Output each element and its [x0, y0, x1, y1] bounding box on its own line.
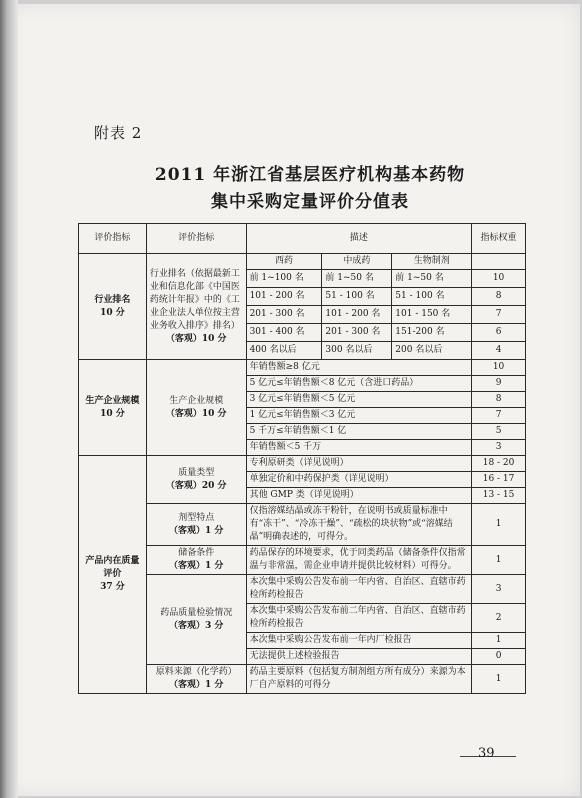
cell: 200 名以后 — [392, 342, 472, 360]
cell: 年销售额＜5 千万 — [246, 440, 472, 456]
source-sub-text: 原料来源（化学药） — [155, 667, 237, 677]
cell: 无法提供上述检验报告 — [246, 649, 472, 665]
quality-indicator — [79, 456, 147, 694]
weight-cell: 1 — [472, 504, 526, 546]
weight-cell: 13 - 15 — [472, 488, 526, 504]
scale-score: 10 分 — [100, 408, 125, 419]
weight-cell: 1 — [472, 546, 526, 575]
type-sub-indicator — [146, 456, 246, 504]
table-row — [79, 456, 526, 472]
inspection-sub-text: 药品质量检验情况 — [160, 607, 233, 618]
scale-name: 生产企业规模 — [85, 395, 140, 406]
cell: 药品保存的环境要求，优于同类药品（储备条件仅指常温与非常温，需企业申请并提供比较材料）可得分。 — [246, 546, 472, 575]
cell: 400 名以后 — [246, 342, 322, 360]
cell: 201 - 300 名 — [322, 324, 392, 342]
cell: 5 亿元≤年销售额＜8 亿元（含进口药品） — [246, 376, 472, 392]
cell: 药品主要原料（包括复方制剂组方所有成分）来源为本厂自产原料的可得分 — [246, 665, 472, 694]
weight-cell: 3 — [472, 575, 526, 604]
scale-sub-type: （客观）10 分 — [165, 408, 227, 419]
weight-cell: 16 - 17 — [472, 472, 526, 488]
quality-name: 产品内在质量评价 — [85, 556, 140, 579]
cell: 本次集中采购公告发布前一年内厂检报告 — [246, 633, 472, 649]
cell: 其他 GMP 类（详见说明） — [246, 488, 472, 504]
cell: 101 - 200 名 — [246, 288, 322, 306]
source-sub-type: （客观）1 分 — [168, 680, 224, 690]
cell: 300 名以后 — [322, 342, 392, 360]
industry-score: 10 分 — [100, 307, 125, 318]
title-line-1: 2011 年浙江省基层医疗机构基本药物 — [154, 165, 466, 185]
form-sub-indicator — [146, 504, 246, 546]
cell: 201 - 300 名 — [246, 306, 322, 324]
weight-cell: 4 — [472, 342, 526, 360]
header-row — [79, 224, 526, 254]
cell: 本次集中采购公告发布前一年内省、自治区、直辖市药检所药检报告 — [246, 575, 472, 604]
cell: 51 - 100 名 — [392, 288, 472, 306]
industry-sub-indicator — [146, 254, 246, 360]
weight-cell: 2 — [472, 604, 526, 633]
weight-cell: 7 — [472, 306, 526, 324]
header-indicator-2: 评价指标 — [146, 224, 246, 254]
inspection-sub-type: （客观）3 分 — [168, 620, 224, 631]
cell: 单独定价和中药保护类（详见说明） — [246, 472, 472, 488]
form-sub-text: 剂型特点 — [178, 512, 215, 523]
cell: 仅指溶媒结晶或冻干粉针，在说明书或质量标准中有“冻干”、“冷冻干燥”、“疏松的块状物”或“溶媒结晶”明确表述的，可得分。 — [246, 504, 472, 546]
weight-cell: 10 — [472, 270, 526, 288]
table-row — [79, 575, 526, 604]
type-sub-text: 质量类型 — [178, 467, 215, 478]
weight-cell: 0 — [472, 649, 526, 665]
industry-indicator — [79, 254, 147, 360]
cell: 前 1~50 名 — [392, 270, 472, 288]
industry-sub-text: 行业排名（依据最新工业和信息化部《中国医药统计年报》中的《工业企业法人单位按主营业务收入排序》排名） — [149, 268, 240, 331]
scale-sub-text: 生产企业规模 — [169, 395, 224, 406]
cell: 本次集中采购公告发布前二年内省、自治区、直辖市药检所药检报告 — [246, 604, 472, 633]
weight-cell: 1 — [472, 633, 526, 649]
type-sub-type: （客观）20 分 — [165, 480, 227, 491]
weight-cell: 3 — [472, 440, 526, 456]
table-row — [79, 546, 526, 575]
cell: 1 亿元≤年销售额＜3 亿元 — [246, 408, 472, 424]
cell: 5 千万≤年销售额＜1 亿 — [246, 424, 472, 440]
weight-cell: 6 — [472, 324, 526, 342]
weight-cell: 5 — [472, 424, 526, 440]
table-row — [79, 665, 526, 694]
weight-cell: 8 — [472, 288, 526, 306]
cell: 前 1~100 名 — [246, 270, 322, 288]
book-spine — [0, 0, 18, 798]
cell: 3 亿元≤年销售额＜5 亿元 — [246, 392, 472, 408]
cell: 101 - 150 名 — [392, 306, 472, 324]
page-number: 39 — [478, 746, 495, 761]
header-indicator-1: 评价指标 — [79, 224, 147, 254]
appendix-label: 附表 2 — [94, 124, 143, 142]
cell: 151-200 名 — [392, 324, 472, 342]
header-description: 描述 — [246, 224, 472, 254]
industry-sub-type: （客观）10 分 — [165, 333, 227, 344]
storage-sub-indicator — [146, 546, 246, 575]
weight-cell: 10 — [472, 360, 526, 376]
subheader-bio: 生物制剂 — [392, 254, 472, 270]
cell: 前 1~50 名 — [322, 270, 392, 288]
table-row — [79, 504, 526, 546]
header-weight: 指标权重 — [472, 224, 526, 254]
cell: 51 - 100 名 — [322, 288, 392, 306]
subheader-tcm: 中成药 — [322, 254, 392, 270]
weight-cell: 18 - 20 — [472, 456, 526, 472]
form-sub-type: （客观）1 分 — [168, 525, 224, 536]
weight-cell: 9 — [472, 376, 526, 392]
scale-sub-indicator — [146, 360, 246, 456]
cell: 101 - 200 名 — [322, 306, 392, 324]
weight-cell: 1 — [472, 665, 526, 694]
evaluation-table — [78, 223, 526, 694]
cell: 年销售额≥8 亿元 — [246, 360, 472, 376]
title-line-2: 集中采购定量评价分值表 — [211, 192, 409, 212]
scale-indicator — [79, 360, 147, 456]
storage-sub-text: 储备条件 — [178, 548, 215, 558]
storage-sub-type: （客观）1 分 — [168, 561, 224, 571]
inspection-sub-indicator — [146, 575, 246, 665]
weight-cell: 7 — [472, 408, 526, 424]
table-row — [79, 360, 526, 376]
subheader-western: 西药 — [246, 254, 322, 270]
industry-name: 行业排名 — [94, 294, 131, 305]
weight-cell: 8 — [472, 392, 526, 408]
source-sub-indicator — [146, 665, 246, 694]
cell: 301 - 400 名 — [246, 324, 322, 342]
quality-score: 37 分 — [100, 582, 125, 592]
weight-blank — [472, 254, 526, 270]
cell: 专利原研类（详见说明） — [246, 456, 472, 472]
